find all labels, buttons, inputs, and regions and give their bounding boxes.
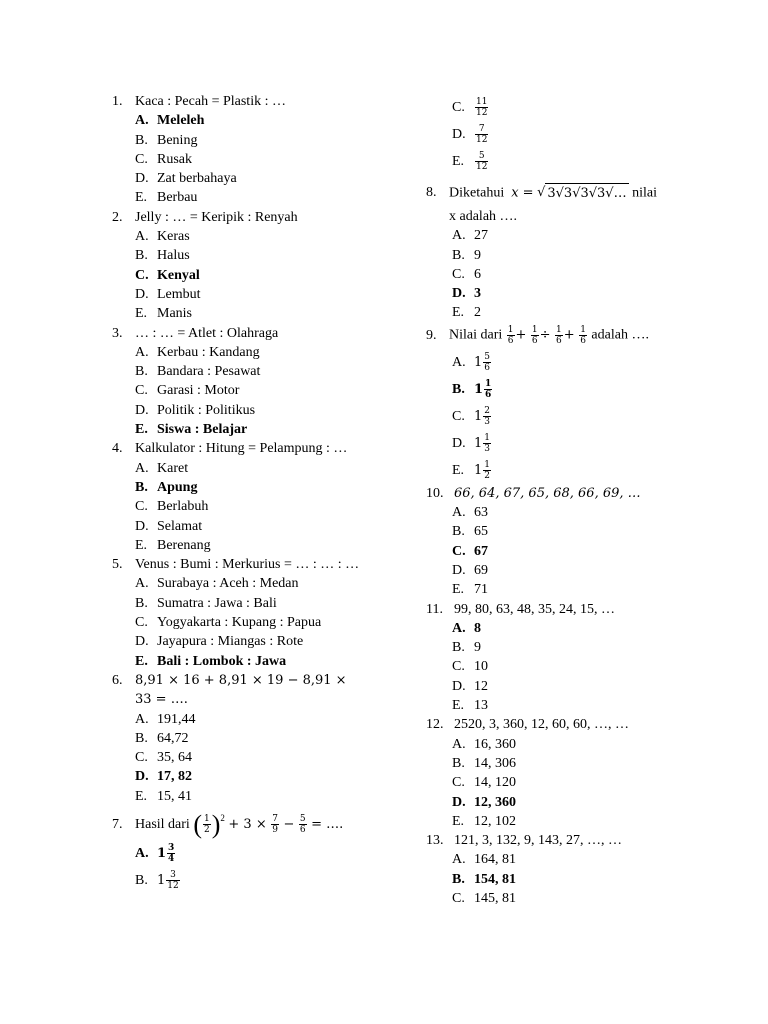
option-a: A. 27 <box>452 228 488 244</box>
option-b: B. 1 $\frac{3}{12}$ <box>135 869 179 891</box>
option-c: C. Garasi : Motor <box>135 383 240 399</box>
option-e: E. $\frac{5}{12}$ <box>452 151 488 172</box>
question-number: 7. <box>112 817 123 833</box>
question-9 <box>426 323 686 484</box>
option-e: E. 12, 102 <box>452 813 516 829</box>
option-e: E. Manis <box>135 306 192 322</box>
option-c-correct: C. Kenyal <box>135 267 200 283</box>
radical-expression: √ 3√3√3√3√… <box>537 183 629 203</box>
question-number: 10. <box>426 485 444 501</box>
option-c: C. 6 <box>452 266 481 282</box>
question-1 <box>112 92 367 208</box>
option-e: E. 71 <box>452 582 488 598</box>
option-d: D. 69 <box>452 562 488 578</box>
option-d: D. 1 $\frac{1}{3}$ <box>452 432 491 454</box>
question-expression: Nilai dari $\frac{1}{6}$ + $\frac{1}{6}$ ÷ $\frac{1}{6}$ + $\frac{1}{6}$ adalah …. <box>449 325 649 347</box>
question-text-line2: x adalah …. <box>449 209 518 224</box>
question-5 <box>112 555 367 671</box>
question-number: 5. <box>112 557 123 573</box>
question-text: Venus : Bumi : Merkurius = … : … : … <box>135 557 360 573</box>
option-b: B. Bandara : Pesawat <box>135 364 261 380</box>
option-e: E. 13 <box>452 698 488 714</box>
question-text: Kaca : Pecah = Plastik : … <box>135 94 286 109</box>
question-text: 121, 3, 132, 9, 143, 27, …, … <box>454 833 622 849</box>
question-8 <box>426 179 686 323</box>
question-text: 2520, 3, 360, 12, 60, 60, …, … <box>454 717 629 733</box>
option-c-correct: C. 67 <box>452 543 488 559</box>
option-b: B. 64,72 <box>135 730 189 746</box>
right-column <box>426 94 686 908</box>
question-2 <box>112 208 367 324</box>
option-a: A. 16, 360 <box>452 736 516 752</box>
question-7-continued <box>426 94 686 175</box>
question-number: 6. <box>112 672 123 688</box>
option-c: C. 35, 64 <box>135 750 192 766</box>
option-a: A. Surabaya : Aceh : Medan <box>135 576 299 592</box>
option-a: A. 191,44 <box>135 711 196 727</box>
option-a: A. 63 <box>452 505 488 521</box>
option-b-correct: B. 1 $\frac{1}{6}$ <box>452 378 492 400</box>
question-expression: Diketahui x = √ 3√3√3√3√… nilai <box>449 183 686 203</box>
question-3 <box>112 324 367 440</box>
question-number: 8. <box>426 185 437 201</box>
option-c: C. Yogyakarta : Kupang : Papua <box>135 615 322 631</box>
question-7 <box>112 810 367 894</box>
option-c: C. 1 $\frac{2}{3}$ <box>452 405 491 427</box>
option-d-correct: D. 12, 360 <box>452 794 516 810</box>
option-c: C. 145, 81 <box>452 891 516 907</box>
option-b: B. Halus <box>135 248 190 264</box>
question-10 <box>426 484 686 600</box>
option-a: A. Kerbau : Kandang <box>135 344 260 360</box>
question-text: 66, 64, 67, 65, 68, 66, 69, … <box>454 485 641 501</box>
option-b: B. 9 <box>452 247 481 263</box>
option-d: D. Lembut <box>135 286 201 302</box>
question-number: 13. <box>426 833 444 849</box>
option-b-correct: B. 154, 81 <box>452 871 516 887</box>
question-number: 9. <box>426 328 437 344</box>
option-b: B. 65 <box>452 524 488 540</box>
option-d: D. 12 <box>452 678 488 694</box>
option-b: B. 14, 306 <box>452 755 516 771</box>
option-e: E. 2 <box>452 305 481 321</box>
option-a: A. 1 $\frac{5}{6}$ <box>452 351 491 373</box>
option-a: A. Karet <box>135 460 189 476</box>
question-number: 11. <box>426 601 443 617</box>
question-expression: Hasil dari ( $\frac{1}{2}$ )$^2$ + 3 × $\frac{7}{9}$ − $\frac{5}{6}$ = …. <box>135 809 344 839</box>
option-c: C. Rusak <box>135 151 192 167</box>
option-b: B. Bening <box>135 132 198 148</box>
option-e-correct: E. Bali : Lombok : Jawa <box>135 653 287 669</box>
option-d: D. Zat berbahaya <box>135 171 237 187</box>
question-12 <box>426 715 686 831</box>
option-e: E. 15, 41 <box>135 788 192 804</box>
option-d: D. Jayapura : Miangas : Rote <box>135 634 304 650</box>
question-6 <box>112 671 367 806</box>
question-number: 4. <box>112 441 123 457</box>
option-d-correct: D. 3 <box>452 286 481 302</box>
option-a: A. Keras <box>135 229 190 245</box>
question-text: Jelly : … = Keripik : Renyah <box>135 209 298 225</box>
question-text: 99, 80, 63, 48, 35, 24, 15, … <box>454 601 615 617</box>
option-c: C. Berlabuh <box>135 499 209 515</box>
option-d: D. Selamat <box>135 518 203 534</box>
question-number: 2. <box>112 209 123 225</box>
option-d: D. $\frac{7}{12}$ <box>452 124 488 145</box>
option-d: D. Politik : Politikus <box>135 402 256 418</box>
question-text: … : … = Atlet : Olahraga <box>135 325 279 341</box>
question-number: 3. <box>112 325 123 341</box>
question-11 <box>426 600 686 716</box>
question-number: 1. <box>112 94 123 109</box>
option-e: E. 1 $\frac{1}{2}$ <box>452 459 491 481</box>
option-b: B. 9 <box>452 640 481 656</box>
option-a-correct: A. 1 $\frac{3}{4}$ <box>135 842 175 864</box>
option-c: C. 10 <box>452 659 488 675</box>
question-text: 8,91 × 16 + 8,91 × 19 − 8,91 × 33 = …. <box>135 672 347 708</box>
question-13 <box>426 831 686 908</box>
option-a-correct: A. Meleleh <box>135 113 205 129</box>
question-4 <box>112 439 367 555</box>
option-b-correct: B. Apung <box>135 479 198 495</box>
option-e: E. Berbau <box>135 190 198 206</box>
option-c: C. $\frac{11}{12}$ <box>452 97 488 118</box>
option-e-correct: E. Siswa : Belajar <box>135 422 248 438</box>
option-a: A. 164, 81 <box>452 852 516 868</box>
option-d-correct: D. 17, 82 <box>135 769 192 785</box>
option-a-correct: A. 8 <box>452 620 481 636</box>
question-text: Kalkulator : Hitung = Pelampung : … <box>135 441 348 457</box>
option-c: C. 14, 120 <box>452 775 516 791</box>
option-e: E. Berenang <box>135 537 211 553</box>
question-number: 12. <box>426 717 444 733</box>
option-b: B. Sumatra : Jawa : Bali <box>135 595 277 611</box>
left-column <box>112 92 367 894</box>
